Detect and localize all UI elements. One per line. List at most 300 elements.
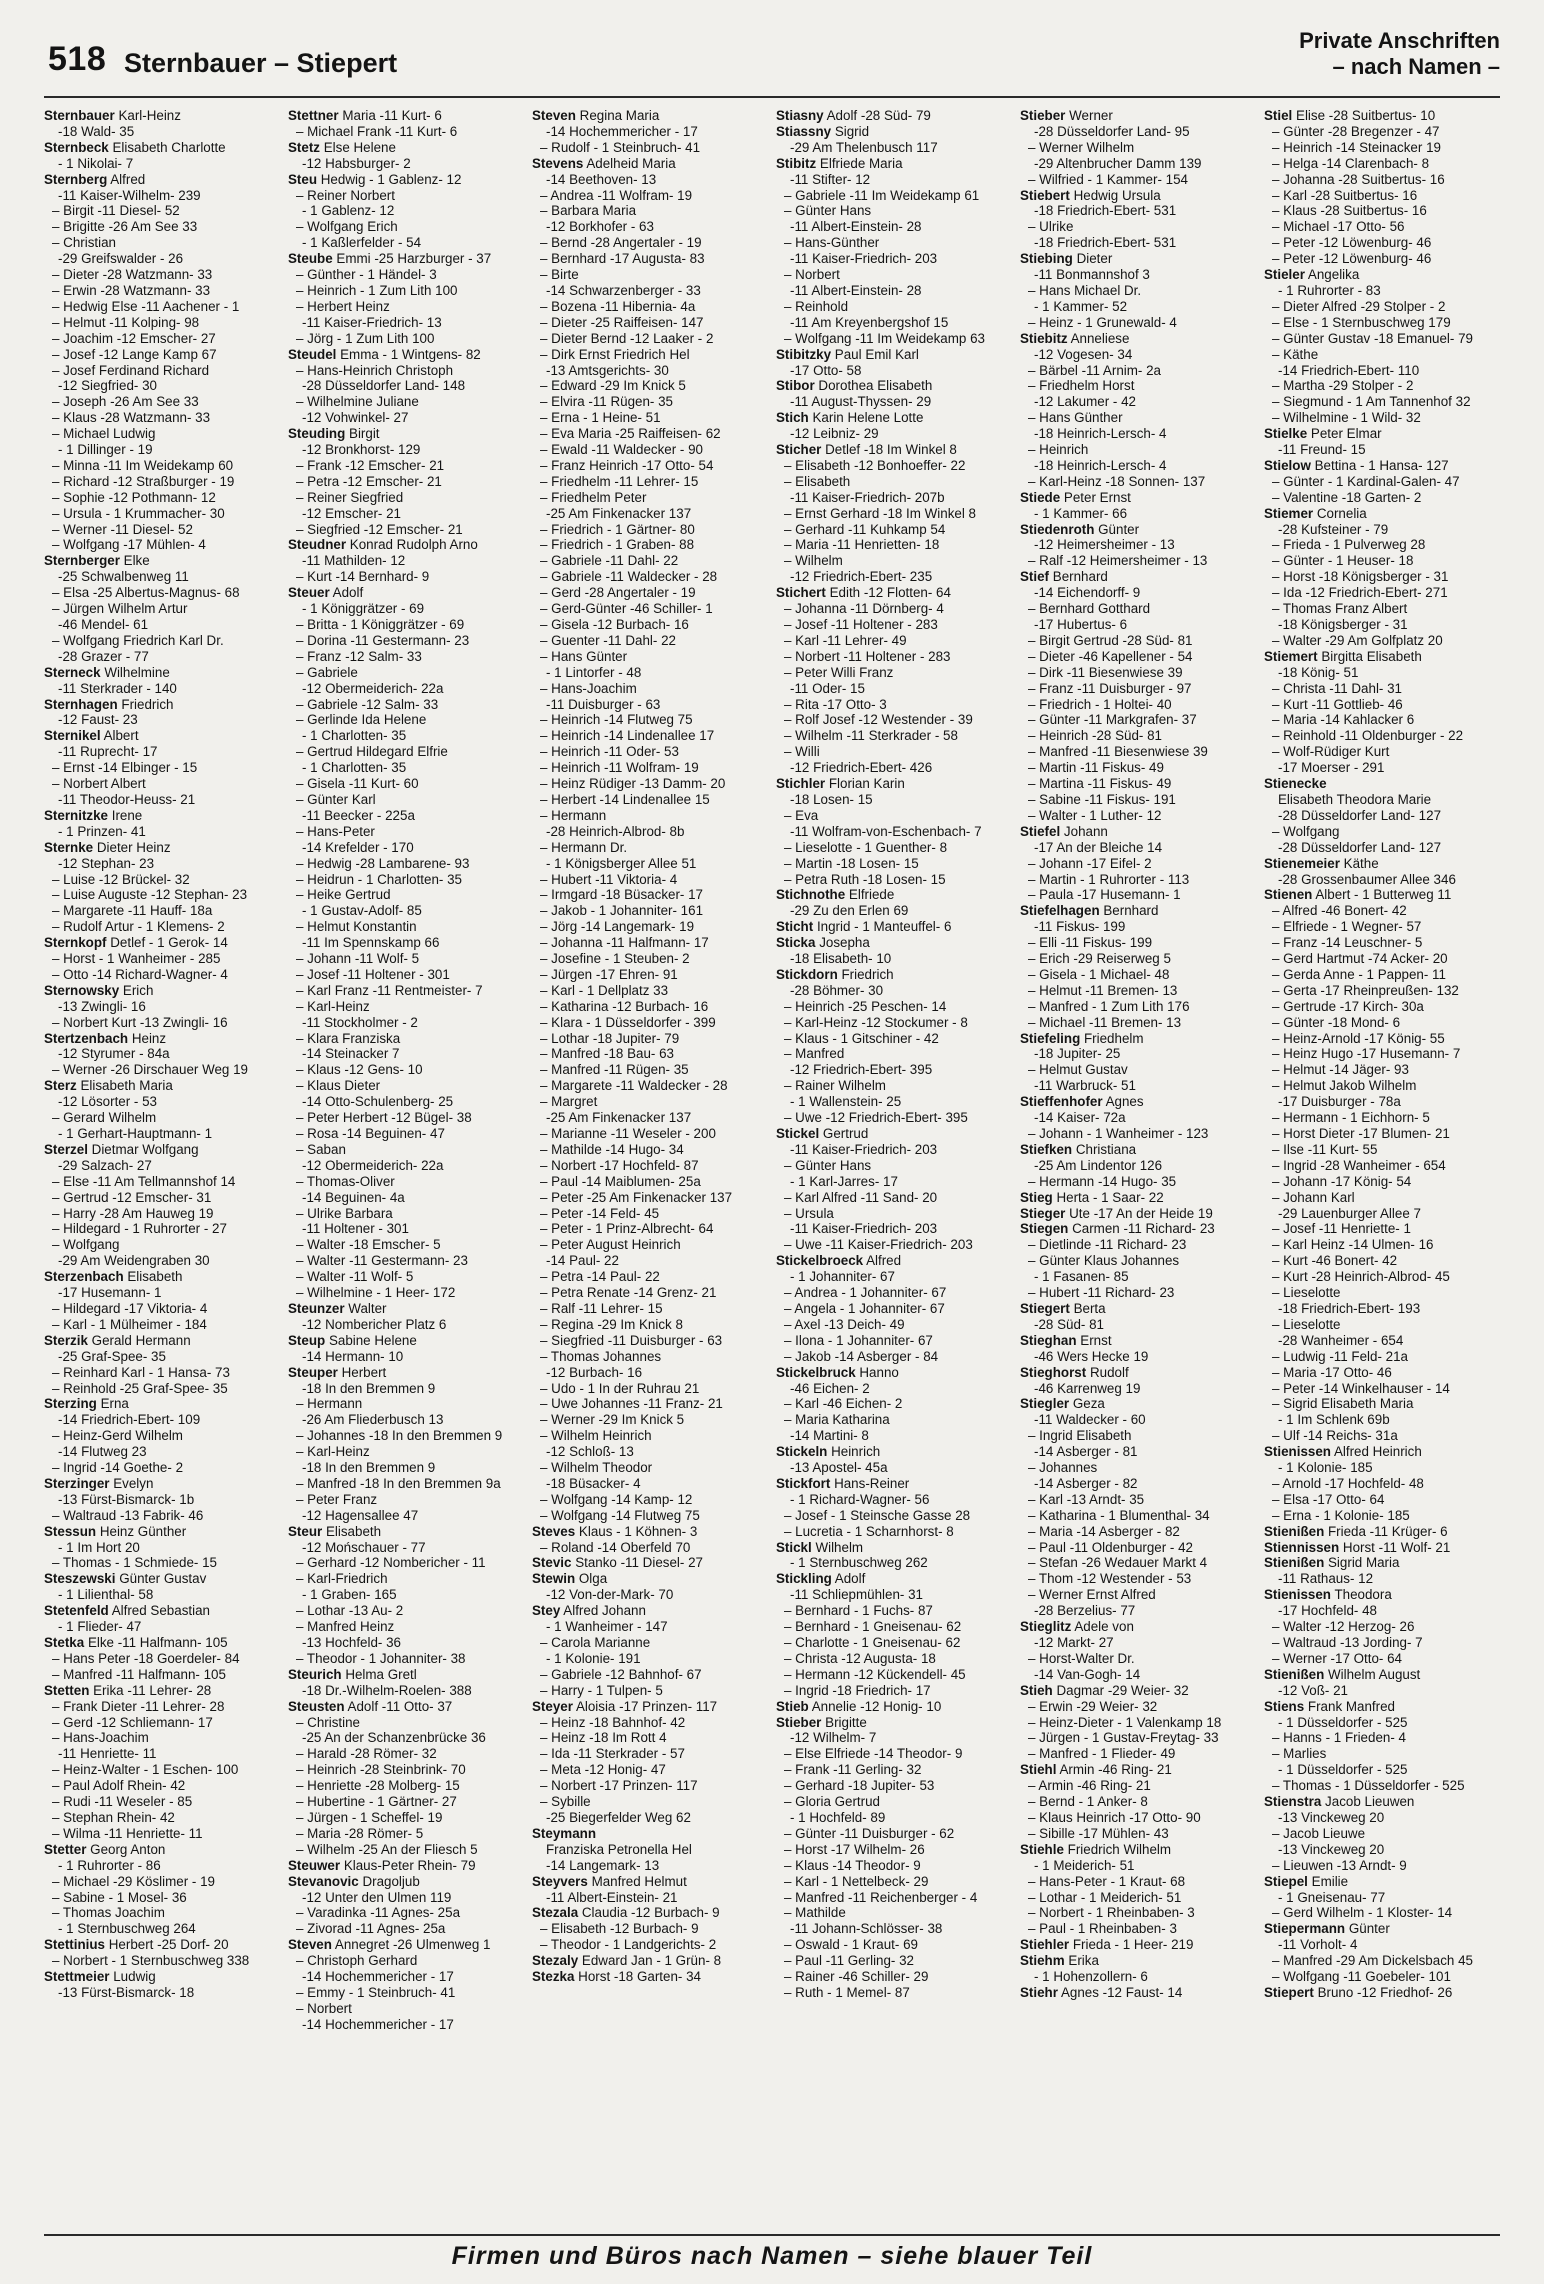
surname: Stichert <box>776 585 826 601</box>
surname: Stickl <box>776 1539 812 1555</box>
directory-sub-entry: – Hans-Joachim <box>52 1730 149 1746</box>
surname: Stienecke <box>1264 776 1327 792</box>
directory-sub-entry: – Klaus -28 Suitbertus- 16 <box>1272 203 1427 219</box>
directory-address-line: -29 Lauenburger Allee 7 <box>1278 1205 1421 1221</box>
directory-sub-entry: – Stephan Rhein- 42 <box>52 1809 175 1825</box>
entry-detail: Stanko -11 Diesel- 27 <box>575 1555 703 1571</box>
directory-sub-entry: – Bernhard - 1 Fuchs- 87 <box>784 1603 933 1619</box>
surname: Sterzik <box>44 1332 88 1348</box>
directory-sub-entry: – Norbert <box>296 2000 352 2016</box>
directory-address-line: -11 Johann-Schlösser- 38 <box>790 1921 943 1937</box>
directory-address-line: -46 Wers Hecke 19 <box>1034 1348 1149 1364</box>
directory-address-line: -12 Vohwinkel- 27 <box>302 410 409 426</box>
entry-detail: Adolf <box>332 585 364 601</box>
section-title <box>1200 28 1500 80</box>
surname: Stieh <box>1020 1682 1053 1698</box>
directory-sub-entry: – Günter -18 Mond- 6 <box>1272 1014 1401 1030</box>
directory-sub-entry: – Hans-Peter <box>296 823 375 839</box>
entry-detail: Konrad Rudolph Arno <box>349 537 478 553</box>
entry-detail: Erich <box>122 982 154 998</box>
directory-address-line: -17 Otto- 58 <box>790 362 862 378</box>
directory-address-line: -14 Schwarzenberger - 33 <box>546 282 701 298</box>
directory-sub-entry: – Günter Klaus Johannes <box>1028 1253 1180 1269</box>
entry-detail: Friedrich <box>841 966 894 982</box>
directory-sub-entry: – Wolfgang -14 Kamp- 12 <box>540 1491 693 1507</box>
directory-sub-entry: – Gisela -12 Burbach- 16 <box>540 617 689 632</box>
surname: Sternberger <box>44 553 120 569</box>
directory-address-line: -12 Friedrich-Ebert- 235 <box>790 569 933 585</box>
surname: Sternbauer <box>44 108 115 123</box>
surname: Stickdorn <box>776 966 838 982</box>
entry-detail: Friedrich Wilhelm <box>1067 1841 1172 1857</box>
entry-detail: Elisabeth <box>325 1523 382 1539</box>
entry-detail: Johann <box>1063 823 1108 839</box>
directory-entry <box>776 967 1010 983</box>
surname: Stienen <box>1264 887 1313 903</box>
directory-sub-entry: – Karl Alfred -11 Sand- 20 <box>784 1189 938 1205</box>
directory-sub-entry: – Bernd -28 Angertaler - 19 <box>540 235 702 251</box>
directory-entry <box>1020 824 1254 840</box>
directory-address-line: -11 Warbruck- 51 <box>1034 1078 1136 1094</box>
directory-sub-entry: – Kurt -14 Bernhard- 9 <box>296 569 430 585</box>
directory-sub-entry: – Wolfgang -17 Mühlen- 4 <box>52 537 206 553</box>
entry-detail: Erika <box>1068 1953 1099 1969</box>
entry-detail: Käthe <box>1343 855 1379 871</box>
directory-address-line: -29 Greifswalder - 26 <box>58 251 184 267</box>
surname: Stienstra <box>1264 1794 1322 1810</box>
directory-sub-entry: – Heinz-Dieter - 1 Valenkamp 18 <box>1028 1714 1222 1730</box>
surname: Stiemert <box>1264 648 1318 664</box>
surname: Steven <box>532 108 576 123</box>
entry-detail: Helma Gretl <box>345 1666 417 1682</box>
directory-address-line: Elisabeth Theodora Marie <box>1278 791 1432 807</box>
directory-sub-entry: – Hanns - 1 Frieden- 4 <box>1272 1730 1406 1746</box>
directory-sub-entry: – Uwe -11 Kaiser-Friedrich- 203 <box>784 1237 973 1253</box>
directory-sub-entry: – Heidrun - 1 Charlotten- 35 <box>296 871 462 887</box>
entry-detail: Agnes -12 Faust- 14 <box>1060 1984 1183 2000</box>
directory-sub-entry: – Norbert -11 Holtener - 283 <box>784 648 951 664</box>
surname: Steyer <box>532 1698 573 1714</box>
directory-sub-entry: – Mathilde <box>784 1905 846 1921</box>
entry-detail: Erna <box>100 1396 129 1412</box>
directory-sub-entry: – Lieselotte - 1 Guenther- 8 <box>784 839 948 855</box>
directory-sub-entry: – Norbert - 1 Sternbuschweg 338 <box>52 1953 250 1969</box>
directory-sub-entry: – Hildegard -17 Viktoria- 4 <box>52 1300 208 1316</box>
directory-entry <box>1020 1937 1254 1953</box>
surname: Stiegler <box>1020 1396 1070 1412</box>
directory-address-line: -14 Friedrich-Ebert- 110 <box>1278 362 1420 378</box>
directory-sub-entry: – Wilhelmine - 1 Heer- 172 <box>296 1285 456 1301</box>
directory-sub-entry: – Franz -11 Duisburger - 97 <box>1028 680 1192 696</box>
directory-sub-entry: – Klaus -14 Theodor- 9 <box>784 1857 921 1873</box>
directory-sub-entry: – Roland -14 Oberfeld 70 <box>540 1539 691 1555</box>
directory-entry <box>1020 490 1254 506</box>
entry-detail: Karl-Heinz <box>118 108 181 123</box>
entry-detail: Aloisia -17 Prinzen- 117 <box>575 1698 718 1714</box>
surname: Sternke <box>44 839 94 855</box>
surname: Sternowsky <box>44 982 120 998</box>
directory-sub-entry: – Katharina -12 Burbach- 16 <box>540 998 709 1014</box>
directory-entry <box>288 1333 522 1349</box>
directory-sub-entry: – Sabine -11 Fiskus- 191 <box>1028 791 1176 807</box>
surname: Stickeln <box>776 1444 828 1460</box>
entry-detail: Claudia -12 Burbach- 9 <box>581 1905 720 1921</box>
entry-detail: Geza <box>1072 1396 1105 1412</box>
entry-detail: Berta <box>1073 1300 1106 1316</box>
entry-detail: Christiana <box>1075 1141 1137 1157</box>
surname: Steu <box>288 171 318 187</box>
entry-detail: Manfred Helmut <box>591 1873 687 1889</box>
directory-address-line: -17 Hochfeld- 48 <box>1278 1603 1377 1619</box>
directory-entry <box>1020 1985 1254 2001</box>
directory-sub-entry: – Wilfried - 1 Kammer- 154 <box>1028 171 1188 187</box>
entry-detail: Horst -18 Garten- 34 <box>578 1969 701 1985</box>
directory-sub-entry: – Valentine -18 Garten- 2 <box>1272 489 1422 505</box>
directory-sub-entry: – Wilhelm <box>784 553 843 569</box>
directory-sub-entry: – Gabriele -11 Waldecker - 28 <box>540 569 718 585</box>
directory-sub-entry: – Axel -13 Deich- 49 <box>784 1316 905 1332</box>
entry-detail: Wilhelm August <box>1328 1666 1421 1682</box>
surname: Steusten <box>288 1698 345 1714</box>
directory-sub-entry: – Minna -11 Im Weidekamp 60 <box>52 457 234 473</box>
directory-sub-entry: – Dirk -11 Biesenwiese 39 <box>1028 664 1183 680</box>
directory-address-line: -14 Van-Gogh- 14 <box>1034 1666 1141 1682</box>
directory-entry <box>532 108 766 124</box>
footer-note: Firmen und Büros nach Namen – siehe blauer Teil <box>451 2242 1093 2270</box>
directory-sub-entry: – Peter August Heinrich <box>540 1237 681 1253</box>
directory-sub-entry: – Peter - 1 Prinz-Albrecht- 64 <box>540 1221 714 1237</box>
directory-sub-entry: – Manfred -18 Bau- 63 <box>540 1046 674 1062</box>
directory-sub-entry: – Hermann Dr. <box>540 839 628 855</box>
directory-sub-entry: – Petra Renate -14 Grenz- 21 <box>540 1285 717 1301</box>
directory-entry <box>1020 1762 1254 1778</box>
directory-entry <box>1264 1540 1498 1556</box>
directory-address-line: -11 Ruprecht- 17 <box>58 744 158 760</box>
entry-detail: Rudolf <box>1089 1364 1129 1380</box>
surname: Sternkopf <box>44 935 107 951</box>
directory-sub-entry: – Gerda Anne - 1 Pappen- 11 <box>1272 966 1446 982</box>
directory-address-line: - 1 Sternbuschweg 264 <box>58 1921 196 1937</box>
directory-sub-entry: – Jacob Lieuwe <box>1272 1825 1366 1841</box>
surname: Stickling <box>776 1571 832 1587</box>
directory-sub-entry: – Erna - 1 Kolonie- 185 <box>1272 1507 1410 1523</box>
surname: Stiehler <box>1020 1937 1070 1953</box>
directory-sub-entry: – Uwe Johannes -11 Franz- 21 <box>540 1396 723 1412</box>
directory-entry <box>1020 1953 1254 1969</box>
directory-entry <box>532 1826 766 1842</box>
directory-sub-entry: – Petra -12 Emscher- 21 <box>296 473 442 489</box>
directory-sub-entry: – Gerd Wilhelm - 1 Kloster- 14 <box>1272 1905 1453 1921</box>
directory-sub-entry: – Hans-Günther <box>784 235 880 251</box>
directory-sub-entry: – Horst Dieter -17 Blumen- 21 <box>1272 1126 1450 1141</box>
directory-sub-entry: – Gabriele -12 Salm- 33 <box>296 696 439 712</box>
directory-sub-entry: – Gabriele <box>296 664 358 680</box>
entry-detail: Dieter <box>1076 251 1113 267</box>
directory-sub-entry: – Helmut -11 Kolping- 98 <box>52 314 200 330</box>
entry-detail: Emilie <box>1311 1873 1349 1889</box>
entry-detail: Frieda - 1 Heer- 219 <box>1072 1937 1194 1953</box>
entry-detail: Alfred Johann <box>563 1603 646 1619</box>
directory-sub-entry: – Gertrud -12 Emscher- 31 <box>52 1189 212 1205</box>
directory-entry <box>44 108 278 124</box>
directory-sub-entry: – Hans Michael Dr. <box>1028 282 1142 298</box>
entry-detail: Olga <box>578 1571 608 1587</box>
directory-address-line: - 1 Richard-Wagner- 56 <box>790 1491 930 1507</box>
entry-detail: Dorothea Elisabeth <box>818 378 933 394</box>
directory-sub-entry: – Josef -11 Holtener - 283 <box>784 617 938 632</box>
directory-address-line: - 1 Königsberger Allee 51 <box>546 855 697 871</box>
entry-detail: Albert - 1 Butterweg 11 <box>1315 887 1452 903</box>
directory-entry <box>1020 1206 1254 1222</box>
directory-entry <box>288 1301 522 1317</box>
surname: Sternberg <box>44 171 108 187</box>
entry-detail: Adolf -11 Otto- 37 <box>347 1698 453 1714</box>
directory-sub-entry: – Gloria Gertrud <box>784 1794 881 1810</box>
entry-detail: Günter <box>1098 521 1140 537</box>
directory-sub-entry: – Elsa -25 Albertus-Magnus- 68 <box>52 585 240 601</box>
directory-sub-entry: – Christian <box>52 235 117 251</box>
entry-detail: Adolf -28 Süd- 79 <box>826 108 931 123</box>
directory-sub-entry: – Edward -29 Im Knick 5 <box>540 378 686 394</box>
directory-entry <box>44 1269 278 1285</box>
directory-entry <box>1264 776 1498 792</box>
directory-sub-entry: – Walter -18 Emscher- 5 <box>296 1237 441 1253</box>
directory-entry <box>44 808 278 824</box>
directory-address-line: - 1 Nikolai- 7 <box>58 155 134 171</box>
directory-sub-entry: – Walter - 1 Luther- 12 <box>1028 807 1162 823</box>
directory-sub-entry: – Friedhelm -11 Lehrer- 15 <box>540 473 699 489</box>
directory-sub-entry: – Johannes -18 In den Bremmen 9 <box>296 1428 503 1444</box>
directory-entry <box>1264 887 1498 903</box>
directory-address-line: -12 Lösorter - 53 <box>58 1094 157 1110</box>
entry-detail: Klaus-Peter Rhein- 79 <box>343 1857 476 1873</box>
directory-sub-entry: – Peter -12 Löwenburg- 46 <box>1272 235 1432 251</box>
directory-address-line: - 1 Wanheimer - 147 <box>546 1619 668 1635</box>
directory-entry <box>776 1540 1010 1556</box>
entry-detail: Wilhelm <box>815 1539 864 1555</box>
directory-address-line: -12 Siegfried- 30 <box>58 378 157 394</box>
surname: Stiedenroth <box>1020 521 1095 537</box>
surname: Sternhagen <box>44 696 118 712</box>
entry-detail: Alfred <box>110 171 146 187</box>
directory-address-line: -28 Düsseldorfer Land- 95 <box>1034 123 1190 139</box>
directory-sub-entry: – Günter -11 Markgrafen- 37 <box>1028 712 1197 728</box>
directory-address-line: -18 Jupiter- 25 <box>1034 1046 1121 1062</box>
entry-detail: Dagmar -29 Weier- 32 <box>1056 1682 1189 1698</box>
surname: Stielow <box>1264 457 1311 473</box>
surname: Stieler <box>1264 267 1305 283</box>
directory-address-line: - 1 Kolonie- 191 <box>546 1650 641 1666</box>
directory-address-line: -11 Beecker - 225a <box>302 807 415 823</box>
entry-detail: Herbert -25 Dorf- 20 <box>108 1937 229 1953</box>
entry-detail: Walter <box>348 1300 387 1316</box>
directory-entry <box>1020 1221 1254 1237</box>
directory-entry <box>1264 426 1498 442</box>
entry-detail: Werner <box>1069 108 1113 123</box>
surname: Steuding <box>288 426 346 442</box>
directory-sub-entry: – Heinrich -11 Wolfram- 19 <box>540 760 699 776</box>
entry-detail: Cornelia <box>1316 505 1367 521</box>
directory-sub-entry: – Klaus Heinrich -17 Otto- 90 <box>1028 1809 1201 1825</box>
surname: Stickelbruck <box>776 1364 856 1380</box>
entry-detail: Ingrid - 1 Manteuffel- 6 <box>816 919 952 935</box>
entry-detail: Hedwig Ursula <box>1073 187 1161 203</box>
directory-sub-entry: – Sigrid Elisabeth Maria <box>1272 1396 1414 1412</box>
directory-sub-entry: – Werner -29 Im Knick 5 <box>540 1412 685 1428</box>
directory-sub-entry: – Emmy - 1 Steinbruch- 41 <box>296 1984 456 2000</box>
entry-detail: Else Helene <box>323 139 396 155</box>
directory-sub-entry: – Marlies <box>1272 1746 1327 1762</box>
directory-sub-entry: – Klara Franziska <box>296 1030 401 1046</box>
entry-detail: Ludwig <box>113 1969 156 1985</box>
directory-entry <box>1020 108 1254 124</box>
directory-sub-entry: – Hans Günther <box>1028 410 1123 426</box>
directory-address-line: Franziska Petronella Hel <box>546 1841 692 1857</box>
directory-address-line: -18 Heinrich-Lersch- 4 <box>1034 426 1167 442</box>
directory-address-line: -14 Martini- 8 <box>790 1428 869 1444</box>
directory-sub-entry: – Bernhard Gotthard <box>1028 601 1151 617</box>
directory-sub-entry: – Rita -17 Otto- 3 <box>784 696 887 712</box>
directory-sub-entry: – Ursula <box>784 1205 834 1221</box>
directory-sub-entry: – Christa -11 Dahl- 31 <box>1272 680 1402 696</box>
directory-sub-entry: – Ida -12 Friedrich-Ebert- 271 <box>1272 585 1448 601</box>
directory-address-line: -11 Am Kreyenbergshof 15 <box>790 314 949 330</box>
directory-sub-entry: – Saban <box>296 1141 346 1157</box>
directory-column-2 <box>288 108 522 2228</box>
entry-detail: Armin -46 Ring- 21 <box>1059 1762 1172 1778</box>
directory-sub-entry: – Ludwig -11 Feld- 21a <box>1272 1348 1408 1364</box>
directory-sub-entry: – Manfred -29 Am Dickelsbach 45 <box>1272 1953 1473 1969</box>
directory-sub-entry: – Lieuwen -13 Arndt- 9 <box>1272 1857 1407 1873</box>
directory-sub-entry: – Henriette -28 Molberg- 15 <box>296 1778 460 1794</box>
directory-address-line: - 1 Gablenz- 12 <box>302 203 395 219</box>
surname: Stiefken <box>1020 1141 1073 1157</box>
entry-detail: Peter Ernst <box>1063 489 1131 505</box>
directory-sub-entry: – Manfred -11 Reichenberger - 4 <box>784 1889 978 1905</box>
surname: Stiehl <box>1020 1762 1057 1778</box>
directory-entry <box>1020 569 1254 585</box>
directory-address-line: - 1 Hohenzollern- 6 <box>1034 1969 1148 1985</box>
entry-detail: Edward Jan - 1 Grün- 8 <box>581 1953 722 1969</box>
directory-sub-entry: – Martin - 1 Ruhrorter - 113 <box>1028 871 1190 887</box>
directory-sub-entry: – Karl Heinz -14 Ulmen- 16 <box>1272 1237 1434 1253</box>
directory-address-line: -12 Leibniz- 29 <box>790 426 879 442</box>
entry-detail: Alfred <box>866 1253 902 1269</box>
directory-address-line: -29 Zu den Erlen 69 <box>790 903 909 919</box>
directory-sub-entry: – Helga -14 Clarenbach- 8 <box>1272 155 1430 171</box>
entry-detail: Sigrid Maria <box>1328 1555 1400 1571</box>
directory-sub-entry: – Hans Peter -18 Goerdeler- 84 <box>52 1650 240 1666</box>
directory-entry <box>44 1078 278 1094</box>
directory-sub-entry: – Karl-Friedrich <box>296 1571 388 1587</box>
directory-entry <box>532 1953 766 1969</box>
directory-entry <box>288 1365 522 1381</box>
directory-address-line: -18 Elisabeth- 10 <box>790 951 892 967</box>
surname: Stickelbroeck <box>776 1253 864 1269</box>
surname: Steszewski <box>44 1571 116 1587</box>
entry-detail: Albert <box>103 728 139 744</box>
directory-sub-entry: – Maria -28 Römer- 5 <box>296 1825 424 1841</box>
directory-sub-entry: – Franz -12 Salm- 33 <box>296 648 422 664</box>
directory-sub-entry: – Dieter -28 Watzmann- 33 <box>52 267 213 283</box>
directory-address-line: -11 Albert-Einstein- 21 <box>546 1889 678 1905</box>
directory-sub-entry: – Hermann - 1 Eichhorn- 5 <box>1272 1110 1430 1126</box>
directory-entry <box>776 1699 1010 1715</box>
directory-entry <box>288 1937 522 1953</box>
directory-entry <box>1020 1619 1254 1635</box>
directory-sub-entry: – Ingrid -28 Wanheimer - 654 <box>1272 1157 1446 1173</box>
directory-sub-entry: – Hubert -11 Viktoria- 4 <box>540 871 678 887</box>
directory-address-line: -13 Vinckeweg 20 <box>1278 1841 1385 1857</box>
directory-sub-entry: – Maria -11 Henrietten- 18 <box>784 537 940 553</box>
directory-sub-entry: – Horst -17 Wilhelm- 26 <box>784 1841 925 1857</box>
directory-sub-entry: – Else - 1 Sternbuschweg 179 <box>1272 314 1451 330</box>
directory-address-line: -28 Böhmer- 30 <box>790 982 884 998</box>
directory-sub-entry: – Friedrich - 1 Graben- 88 <box>540 537 695 553</box>
directory-entry <box>1020 1094 1254 1110</box>
surname: Stewin <box>532 1571 576 1587</box>
directory-entry <box>1264 506 1498 522</box>
surname: Steudner <box>288 537 347 553</box>
directory-sub-entry: – Wilma -11 Henriette- 11 <box>52 1825 203 1841</box>
directory-address-line: - 1 Johanniter- 67 <box>790 1269 895 1285</box>
directory-sub-entry: – Arnold -17 Hochfeld- 48 <box>1272 1475 1424 1491</box>
directory-address-line: - 1 Prinzen- 41 <box>58 823 146 839</box>
directory-sub-entry: – Stefan -26 Wedauer Markt 4 <box>1028 1555 1208 1571</box>
directory-entry <box>1264 267 1498 283</box>
directory-address-line: -46 Eichen- 2 <box>790 1380 870 1396</box>
directory-address-line: - 1 Düsseldorfer - 525 <box>1278 1714 1408 1730</box>
directory-address-line: -14 Eichendorff- 9 <box>1034 585 1141 601</box>
directory-sub-entry: – Reinhard Karl - 1 Hansa- 73 <box>52 1364 230 1380</box>
directory-sub-entry: – Erwin -28 Watzmann- 33 <box>52 282 211 298</box>
directory-address-line: - 1 Wallenstein- 25 <box>790 1094 902 1110</box>
directory-sub-entry: – Armin -46 Ring- 21 <box>1028 1778 1151 1794</box>
directory-entry <box>44 728 278 744</box>
directory-sub-entry: – Wilhelm Heinrich <box>540 1428 652 1444</box>
directory-address-line: -46 Karrenweg 19 <box>1034 1380 1141 1396</box>
directory-sub-entry: – Helmut -11 Bremen- 13 <box>1028 982 1178 998</box>
directory-address-line: -11 Kaiser-Friedrich- 207b <box>790 489 945 505</box>
directory-sub-entry: – Peter Franz <box>296 1491 378 1507</box>
directory-sub-entry: – Jürgen - 1 Gustav-Freytag- 33 <box>1028 1730 1219 1746</box>
directory-sub-entry: – Rudi -11 Weseler - 85 <box>52 1794 193 1810</box>
section-title-line-1: Private Anschriften <box>1299 28 1500 53</box>
directory-sub-entry: – Heinrich -14 Steinacker 19 <box>1272 139 1441 155</box>
directory-sub-entry: – Gerhard -11 Kuhkamp 54 <box>784 521 946 537</box>
directory-address-line: - 1 Ruhrorter - 83 <box>1278 282 1381 298</box>
directory-entry <box>44 1476 278 1492</box>
directory-address-line: -12 Styrumer - 84a <box>58 1046 170 1062</box>
directory-entry <box>776 347 1010 363</box>
directory-address-line: -14 Otto-Schulenberg- 25 <box>302 1094 454 1110</box>
directory-address-line: - 1 Gustav-Adolf- 85 <box>302 903 422 919</box>
directory-entry <box>776 1476 1010 1492</box>
surname: Stevanovic <box>288 1873 359 1889</box>
directory-entry <box>1020 522 1254 538</box>
directory-sub-entry: – Günther - 1 Händel- 3 <box>296 267 437 283</box>
directory-sub-entry: – Paul Adolf Rhein- 42 <box>52 1778 186 1794</box>
directory-sub-entry: – Reinhold <box>784 298 849 314</box>
directory-sub-entry: – Reinhold -25 Graf-Spee- 35 <box>52 1380 228 1396</box>
directory-sub-entry: – Paul -11 Oldenburger - 42 <box>1028 1539 1194 1555</box>
directory-entry <box>1020 1365 1254 1381</box>
surname: Stiennissen <box>1264 1539 1340 1555</box>
surname: Sterzing <box>44 1396 97 1412</box>
directory-sub-entry: – Erna - 1 Heine- 51 <box>540 410 661 426</box>
surname: Stiasny <box>776 108 824 123</box>
surname: Sternitzke <box>44 807 108 823</box>
